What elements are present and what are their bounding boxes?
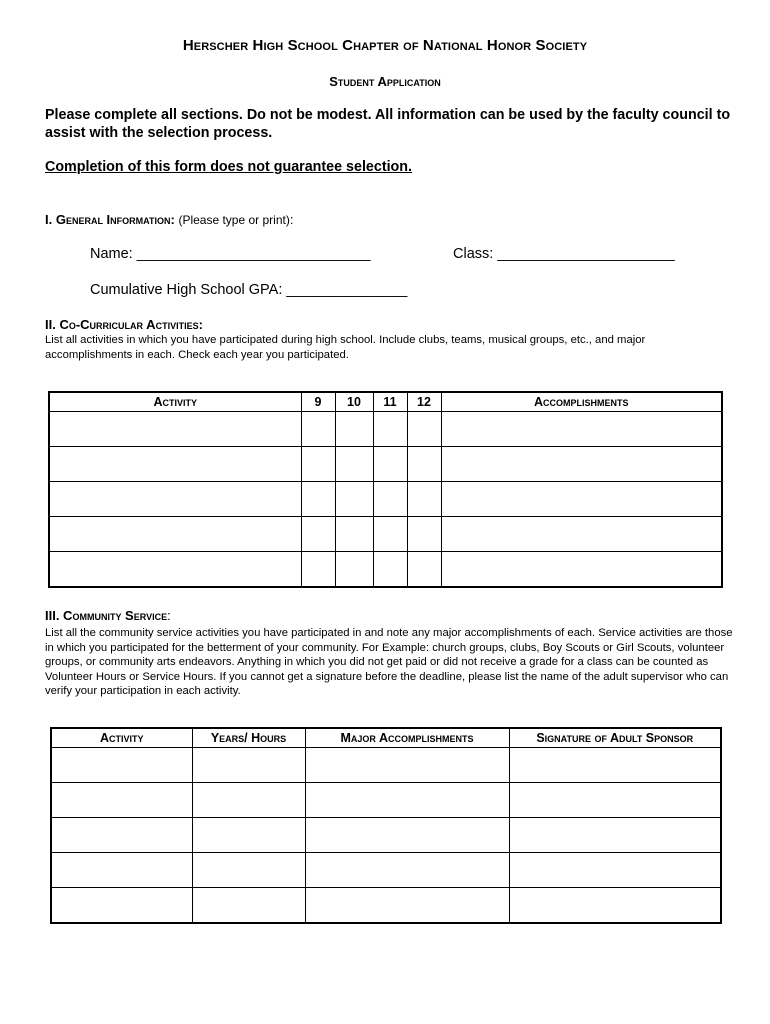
table-row <box>51 853 721 888</box>
col-years-hours: Years/ Hours <box>192 728 305 748</box>
table-cell-input[interactable] <box>301 552 335 588</box>
table-cell-input[interactable] <box>305 748 509 783</box>
table-row <box>49 482 722 517</box>
table-cell-input[interactable] <box>441 482 722 517</box>
table-cell-input[interactable] <box>49 482 301 517</box>
table-cell-input[interactable] <box>335 482 373 517</box>
col-grade-10: 10 <box>335 392 373 412</box>
table-cell-input[interactable] <box>301 412 335 447</box>
col-activity: Activity <box>51 728 192 748</box>
table-cell-input[interactable] <box>441 412 722 447</box>
table-cell-input[interactable] <box>51 783 192 818</box>
table-cell-input[interactable] <box>373 482 407 517</box>
table-cell-input[interactable] <box>49 552 301 588</box>
col-major-accomplishments: Major Accomplishments <box>305 728 509 748</box>
general-information-heading <box>45 212 293 227</box>
table-cell-input[interactable] <box>373 552 407 588</box>
table-row <box>49 447 722 482</box>
table-cell-input[interactable] <box>49 517 301 552</box>
table-cell-input[interactable] <box>407 412 441 447</box>
col-activity: Activity <box>49 392 301 412</box>
table-cell-input[interactable] <box>335 447 373 482</box>
table-cell-input[interactable] <box>441 552 722 588</box>
table-cell-input[interactable] <box>192 783 305 818</box>
table-cell-input[interactable] <box>192 888 305 924</box>
table-row <box>49 552 722 588</box>
table-cell-input[interactable] <box>305 888 509 924</box>
table-cell-input[interactable] <box>335 517 373 552</box>
table-cell-input[interactable] <box>509 888 721 924</box>
table-cell-input[interactable] <box>192 818 305 853</box>
table-row <box>51 748 721 783</box>
table-row <box>51 888 721 924</box>
table-row <box>49 517 722 552</box>
col-grade-12: 12 <box>407 392 441 412</box>
table-cell-input[interactable] <box>509 783 721 818</box>
table-cell-input[interactable] <box>192 748 305 783</box>
disclaimer-text: Completion of this form does not guarantee selection. <box>45 159 412 175</box>
community-service-heading <box>45 608 171 623</box>
community-description: List all the community service activities you have participated in and note any major accomplishments of each. Service activities are those in which you participated for the betterment of your community. For Example: church groups, clubs, Boy Scouts or Girl Scouts, volunteer groups, or community arts endeavors. Anything in which you did not get paid or did not receive a grade for a class can be counted as Volunteer Hours or Service Hours. If you cannot get a signature before the deadline, please list the name of the adult supervisor who can verify your participation in each activity. <box>45 627 733 698</box>
table-cell-input[interactable] <box>441 447 722 482</box>
table-cell-input[interactable] <box>407 447 441 482</box>
section-heading-cocurricular: II. Co-Curricular Activities: <box>45 317 203 332</box>
table-cell-input[interactable] <box>49 447 301 482</box>
page-subtitle: Student Application <box>329 74 441 89</box>
name-field[interactable]: Name: _____________________________ <box>90 246 371 262</box>
section-heading-general: I. General Information: <box>45 212 175 227</box>
table-cell-input[interactable] <box>51 818 192 853</box>
table-cell-input[interactable] <box>407 552 441 588</box>
table-cell-input[interactable] <box>192 853 305 888</box>
table-header-row <box>49 392 722 412</box>
section-heading-community: III. Community Service <box>45 608 168 623</box>
table-cell-input[interactable] <box>51 888 192 924</box>
heading-colon: : <box>167 608 171 623</box>
table-cell-input[interactable] <box>335 412 373 447</box>
table-cell-input[interactable] <box>509 853 721 888</box>
table-header-row <box>51 728 721 748</box>
table-cell-input[interactable] <box>301 447 335 482</box>
table-row <box>51 783 721 818</box>
col-signature: Signature of Adult Sponsor <box>509 728 721 748</box>
table-cell-input[interactable] <box>441 517 722 552</box>
table-cell-input[interactable] <box>407 482 441 517</box>
table-cell-input[interactable] <box>407 517 441 552</box>
table-cell-input[interactable] <box>373 517 407 552</box>
table-cell-input[interactable] <box>509 818 721 853</box>
table-cell-input[interactable] <box>51 748 192 783</box>
table-cell-input[interactable] <box>301 517 335 552</box>
community-service-table <box>50 727 722 924</box>
table-row <box>51 818 721 853</box>
instructions-text: Please complete all sections. Do not be modest. All information can be used by the faculty council to assist with the selection process. <box>45 107 731 141</box>
print-note: (Please type or print) <box>178 213 290 227</box>
table-cell-input[interactable] <box>509 748 721 783</box>
table-row <box>49 412 722 447</box>
gpa-field[interactable]: Cumulative High School GPA: _______________ <box>90 282 408 298</box>
col-accomplishments: Accomplishments <box>441 392 722 412</box>
table-cell-input[interactable] <box>51 853 192 888</box>
table-cell-input[interactable] <box>301 482 335 517</box>
table-cell-input[interactable] <box>305 783 509 818</box>
heading-colon: : <box>289 212 294 227</box>
table-cell-input[interactable] <box>335 552 373 588</box>
page-title: Herscher High School Chapter of National Honor Society <box>182 37 588 54</box>
cocurricular-description: List all activities in which you have participated during high school. Include clubs, teams, musical groups, etc., and major accomplishments in each. Check each year you participated. <box>45 334 646 361</box>
table-cell-input[interactable] <box>305 853 509 888</box>
activities-table <box>48 391 723 588</box>
table-cell-input[interactable] <box>373 412 407 447</box>
table-cell-input[interactable] <box>373 447 407 482</box>
table-cell-input[interactable] <box>305 818 509 853</box>
col-grade-11: 11 <box>373 392 407 412</box>
class-field[interactable]: Class: ______________________ <box>453 246 675 262</box>
table-cell-input[interactable] <box>49 412 301 447</box>
col-grade-9: 9 <box>301 392 335 412</box>
